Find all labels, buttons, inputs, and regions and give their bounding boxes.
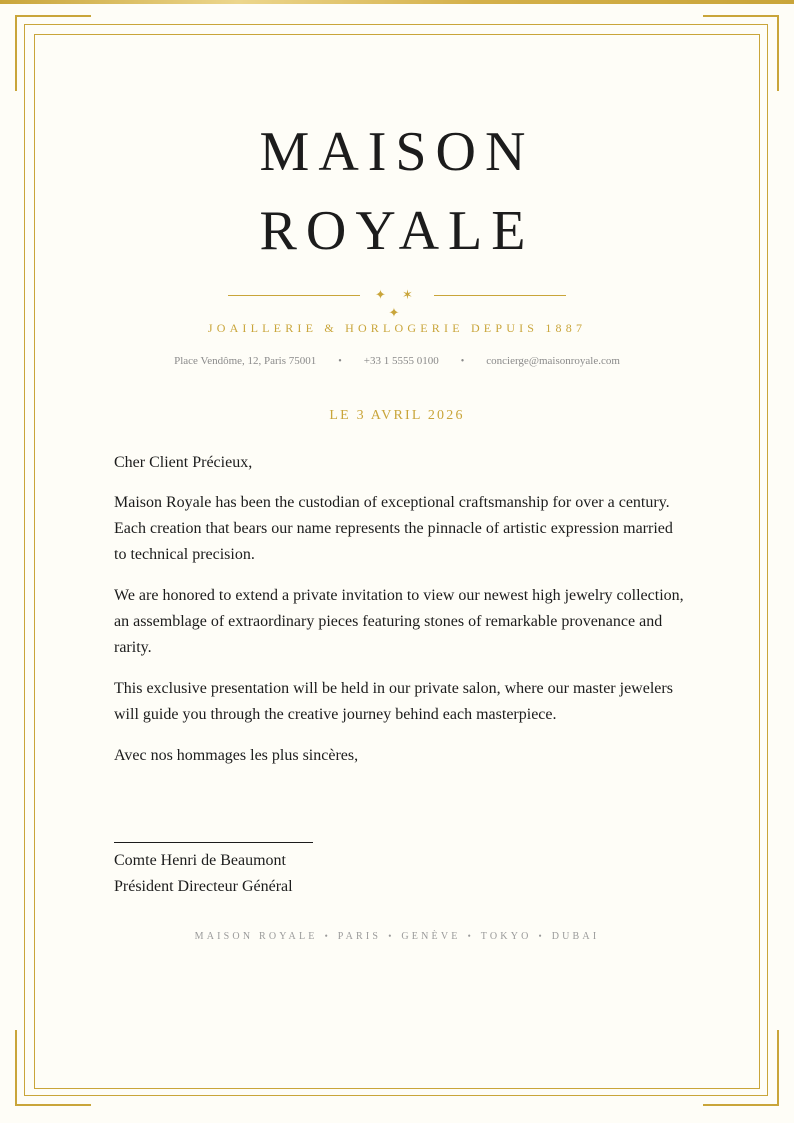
divider-line-left [228,295,360,296]
letter-paragraph-1: Maison Royale has been the custodian of exceptional craftsmanship for over a century. Each creation that bears our name represents the pinnacle of artistic expression married to technical precision. [114,494,673,563]
contact-line [0,354,794,369]
footer-location: GENÈVE [401,931,461,942]
footer-location: MAISON ROYALE [194,931,318,942]
corner-ornament-top-right [703,15,779,91]
contact-email: concierge@maisonroyale.com [486,355,620,367]
corner-ornament-top-left [15,15,91,91]
star-ornament-icon: ✦ ✶ ✦ [375,288,419,321]
header-ornament-divider [228,287,566,321]
signature-line [114,842,313,843]
brand-name-line-1: MAISON [259,121,535,183]
footer-locations [0,929,794,944]
separator-dot-icon: • [338,356,342,367]
top-gold-bar [0,0,794,4]
separator-dot-icon: • [538,931,542,941]
separator-dot-icon: • [388,931,392,941]
footer-location: TOKYO [480,931,532,942]
separator-dot-icon: • [460,356,465,367]
contact-address: Place Vendôme, 12, Paris 75001 [174,355,317,367]
signatory-name: Comte Henri de Beaumont [114,852,286,869]
divider-line-right [434,295,566,296]
footer-location: PARIS [337,931,382,942]
brand-tagline: JOAILLERIE & HORLOGERIE DEPUIS 1887 [207,321,587,335]
corner-ornament-bottom-left [15,1030,91,1106]
contact-phone: +33 1 5555 0100 [363,355,439,367]
letter-closing: Avec nos hommages les plus sincères, [114,747,359,764]
letter-salutation: Cher Client Précieux, [114,454,253,471]
separator-dot-icon: • [324,931,328,941]
signatory-title: Président Directeur Général [114,878,293,895]
letter-date: LE 3 AVRIL 2026 [329,408,465,423]
corner-ornament-bottom-right [703,1030,779,1106]
separator-dot-icon: • [467,931,471,941]
brand-name-line-2: ROYALE [259,200,535,262]
letter-paragraph-2: We are honored to extend a private invitation to view our newest high jewelry collection, an assemblage of extraordinary pieces featuring stones of remarkable provenance and rarity. [114,587,684,656]
letter-paragraph-3: This exclusive presentation will be held in our private salon, where our master jewelers will guide you through the creative journey behind each masterpiece. [114,680,673,723]
footer-location: DUBAI [551,931,600,942]
